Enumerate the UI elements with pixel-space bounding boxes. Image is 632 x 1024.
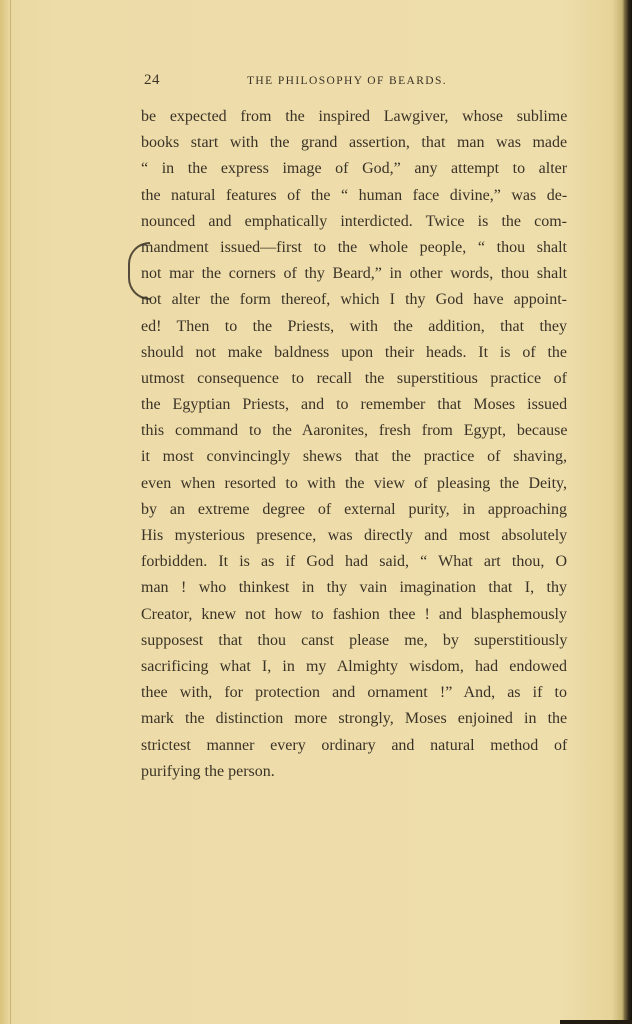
- text-line: the Egyptian Priests, and to remember that Moses issued: [141, 396, 568, 414]
- text-line: utmost consequence to recall the superstitious practice of: [141, 369, 567, 387]
- text-line: mandment issued—first to the whole people, “ thou shalt: [141, 238, 567, 256]
- page-bottom-shadow: [560, 1020, 632, 1024]
- text-line: not mar the corners of thy Beard,” in other words, thou shalt: [141, 265, 568, 283]
- text-line: sacrificing what I, in my Almighty wisdom, had endowed: [141, 657, 567, 675]
- text-line: even when resorted to with the view of pleasing the Deity,: [141, 474, 567, 492]
- text-line: man ! who thinkest in thy vain imagination that I, thy: [141, 579, 567, 597]
- text-line: thee with, for protection and ornament !” And, as if to: [141, 684, 567, 702]
- text-line: His mysterious presence, was directly and most absolutely: [141, 527, 568, 544]
- running-title: THE PHILOSOPHY OF BEARDS.: [247, 75, 448, 87]
- page-left-edge: [0, 0, 8, 1024]
- text-line: Creator, knew not how to fashion thee ! and blasphemously: [141, 605, 567, 623]
- text-line: “ in the express image of God,” any attempt to alter: [141, 160, 568, 178]
- book-binding-edge: [624, 0, 632, 1024]
- text-line: mark the distinction more strongly, Moses enjoined in the: [141, 710, 568, 728]
- body-text: [141, 104, 567, 785]
- page-number: 24: [144, 72, 160, 88]
- text-line: nounced and emphatically interdicted. Twice is the com-: [141, 212, 568, 230]
- text-line: be expected from the inspired Lawgiver, whose sublime: [141, 108, 568, 125]
- text-line: books start with the grand assertion, that man was made: [141, 134, 568, 152]
- text-line: it most convincingly shews that the practice of shaving,: [141, 448, 567, 466]
- text-line: ed! Then to the Priests, with the addition, that they: [141, 317, 567, 335]
- text-line: should not make baldness upon their heads. It is of the: [141, 343, 567, 361]
- running-head: [0, 72, 632, 94]
- text-line: by an extreme degree of external purity, in approaching: [141, 500, 567, 518]
- text-line: supposest that thou canst please me, by superstitiously: [141, 631, 568, 649]
- text-line: strictest manner every ordinary and natural method of: [141, 736, 568, 754]
- page-gutter-line: [10, 0, 11, 1024]
- text-line: not alter the form thereof, which I thy God have appoint-: [141, 291, 567, 309]
- text-line: the natural features of the “ human face divine,” was de-: [141, 186, 568, 204]
- text-line: forbidden. It is as if God had said, “ What art thou, O: [141, 553, 567, 571]
- text-line: this command to the Aaronites, fresh from Egypt, because: [141, 422, 568, 440]
- text-line: purifying the person.: [141, 762, 275, 780]
